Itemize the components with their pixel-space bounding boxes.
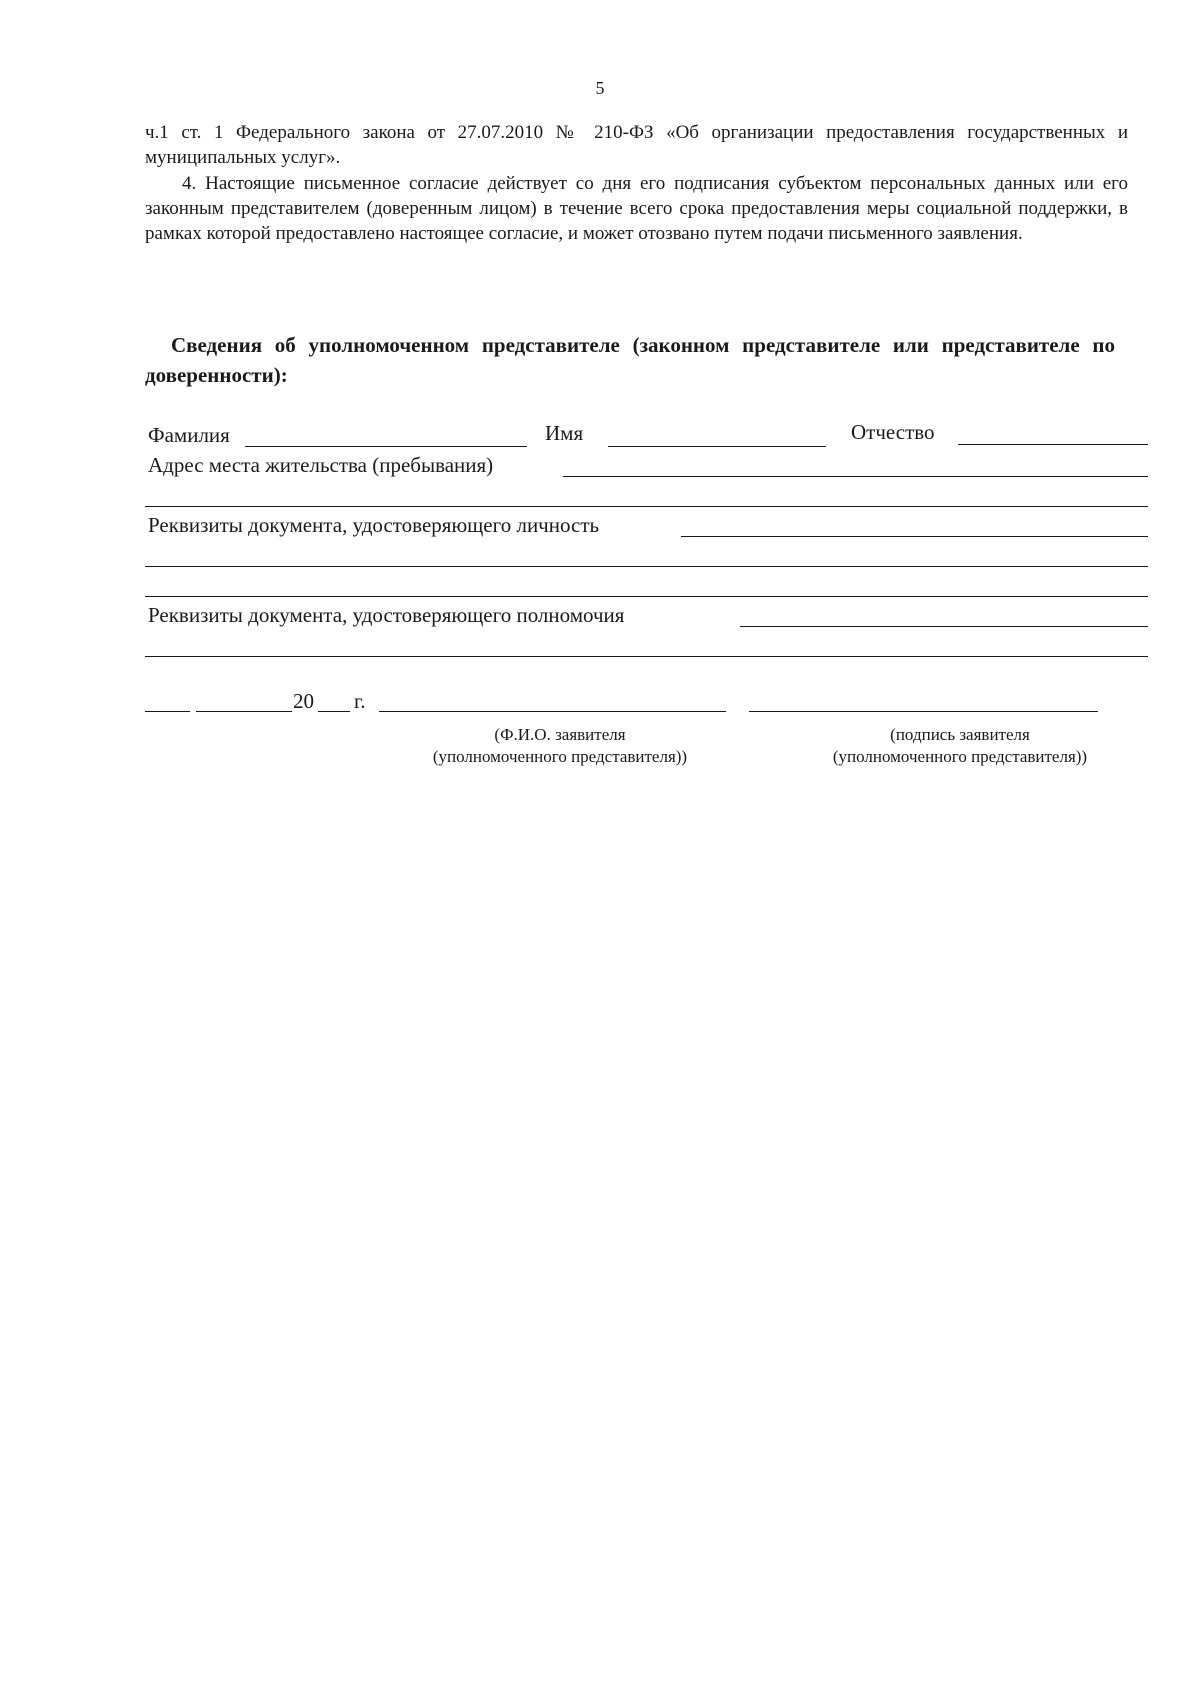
date-year-field[interactable]: [318, 711, 350, 712]
section-heading: Сведения об уполномоченном представителе (законном представителе или представителе по доверенности):: [145, 333, 1115, 387]
date-month-field[interactable]: [196, 711, 292, 712]
page-number: 5: [595, 78, 605, 98]
surname-field[interactable]: [245, 446, 527, 447]
address-field[interactable]: [563, 476, 1148, 477]
name-label: Имя: [545, 421, 584, 445]
date-day-field[interactable]: [145, 711, 190, 712]
fio-caption-line-1: (Ф.И.О. заявителя: [494, 725, 626, 744]
fio-caption-line-2: (уполномоченного представителя)): [432, 747, 688, 766]
applicant-signature-field[interactable]: [749, 711, 1098, 712]
name-field[interactable]: [608, 446, 826, 447]
signature-caption: [790, 724, 1130, 768]
id-document-field-continuation-1[interactable]: [145, 566, 1148, 567]
fio-caption: [400, 724, 720, 768]
date-year-suffix: г.: [354, 689, 366, 713]
authority-document-label: Реквизиты документа, удостоверяющего полномочия: [148, 603, 625, 627]
paragraph-law-reference: ч.1 ст. 1 Федерального закона от 27.07.2010 № 210-ФЗ «Об организации предоставления государственных и муниципальных услуг».: [145, 122, 1128, 168]
id-document-field[interactable]: [681, 536, 1148, 537]
paragraph-consent-validity: 4. Настоящие письменное согласие действует со дня его подписания субъектом персональных данных или его законным представителем (доверенным лицом) в течение всего срока предоставления меры социальной поддержки, в рамках которой предоставлено настоящее согласие, и может отозвано путем подачи письменного заявления.: [145, 173, 1128, 244]
applicant-name-field[interactable]: [379, 711, 726, 712]
authority-document-field-continuation[interactable]: [145, 656, 1148, 657]
authority-document-field[interactable]: [740, 626, 1148, 627]
id-document-label: Реквизиты документа, удостоверяющего личность: [148, 513, 600, 537]
address-field-continuation[interactable]: [145, 506, 1148, 507]
patronymic-label: Отчество: [851, 420, 935, 444]
signature-caption-line-1: (подпись заявителя: [890, 725, 1030, 744]
id-document-field-continuation-2[interactable]: [145, 596, 1148, 597]
signature-caption-line-2: (уполномоченного представителя)): [832, 747, 1088, 766]
patronymic-field[interactable]: [958, 444, 1148, 445]
date-year-prefix: 20: [293, 689, 314, 713]
surname-label: Фамилия: [148, 423, 230, 447]
address-label: Адрес места жительства (пребывания): [148, 453, 494, 477]
